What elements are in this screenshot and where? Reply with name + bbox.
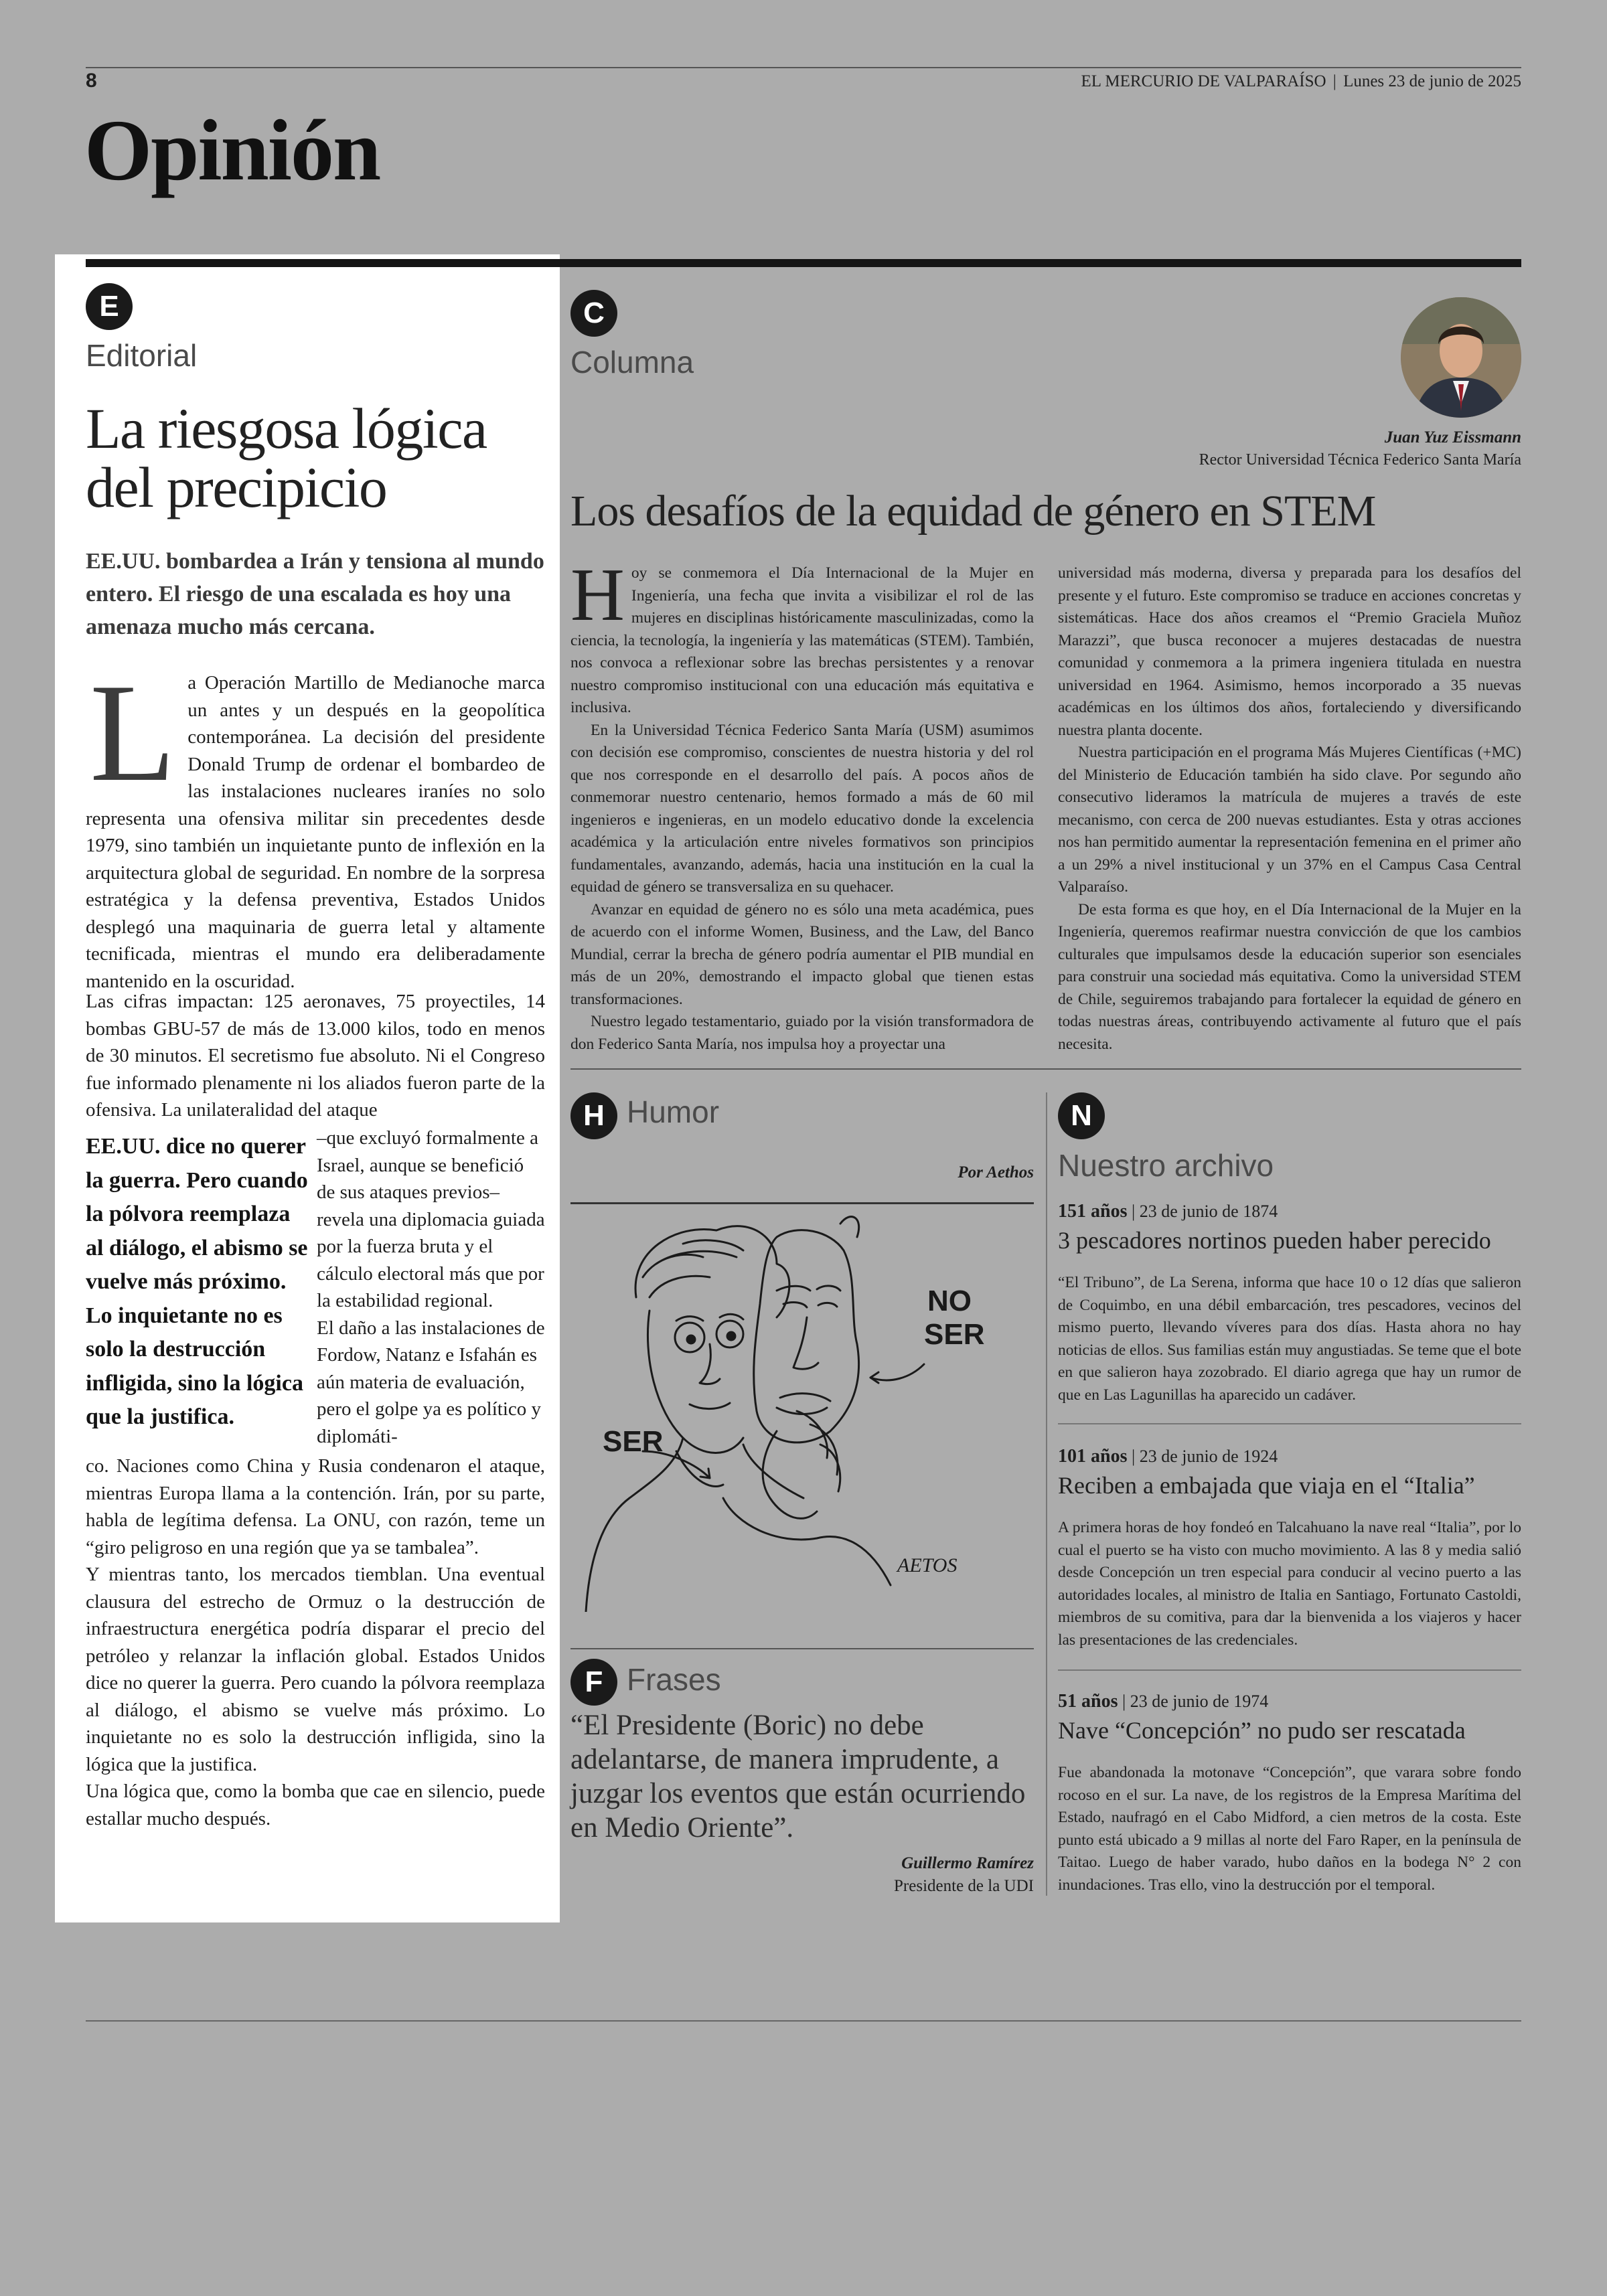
editorial-thick-rule	[86, 259, 560, 267]
archive-item-2-header: 101 años | 23 de junio de 1924	[1058, 1446, 1278, 1467]
column-text-left	[570, 554, 1034, 1056]
archive-item-1-text: “El Tribuno”, de La Serena, informa que hace 10 o 12 días que salieron de Coquimbo, en una débil embarcación, tres pescadores, vecinos del mismo puerto, llevando víveres para dos días. Hasta ahora no hay noticias de ellos. Sus familias están muy angustiadas. Se teme que el bote en que salieron haya zozobrado. El diario agrega que hay un rumor de que en Las Lagunillas ha aparecido un cadáver.	[1058, 1274, 1521, 1404]
editorial-dropcap: L	[90, 655, 176, 811]
column-paragraph-1-text: oy se conmemora el Día Internacional de la Mujer en Ingeniería, una fecha que invita a visibilizar el rol de las mujeres en disciplinas históricamente masculinizadas, como la ciencia, la tecnología, la ingeniería y las matemáticas (STEM). También, nos convoca a reflexionar sobre las brechas persistentes y a renovar nuestro compromiso institucional con una educación más equitativa e inclusiva.	[570, 564, 1034, 716]
editorial-headline: La riesgosa lógica del precipicio	[86, 396, 487, 519]
column-paragraph-6: De esta forma es que hoy, en el Día Internacional de la Mujer en la Ingeniería, queremos reafirmar nuestra convicción de que los cambios culturales que impulsamos desde la educación superior son esenciales para construir una sociedad más equitativa. Como la universidad STEM de Chile, seguiremos trabajando para fortalecer la equidad de género en todas nuestras áreas, contribuyendo activamente al futuro que el país necesita.	[1058, 900, 1521, 1053]
cartoon-label-noser: SER	[924, 1318, 985, 1351]
editorial-paragraph-2-end: –que excluyó formalmente a Israel, aunque se benefició de sus ataques previos– revela una diplomacia guiada por la fuerza bruta y el cálculo electoral más que por la estabilidad regional.	[317, 1127, 545, 1311]
frases-quote: “El Presidente (Boric) no debe adelantarse, de manera imprudente, a juzgar los eventos que están ocurriendo en Medio Oriente”.	[570, 1710, 1026, 1843]
archive-item-3-header: 51 años | 23 de junio de 1974	[1058, 1691, 1269, 1712]
archive-item-1	[1058, 1201, 1521, 1406]
column-text-right	[1058, 562, 1521, 1056]
archive-item-3-date: 23 de junio de 1974	[1130, 1692, 1269, 1711]
archive-label: Nuestro archivo	[1058, 1148, 1274, 1183]
editorial-paragraph-3-end: co. Naciones como China y Rusia condenaron el ataque, mientras Europa llama a la contención. Irán, por su parte, habla de legítima defensa. La ONU, con razón, teme un “giro peligroso en una región que ya se tambalea”.	[86, 1455, 545, 1558]
issue-date: Lunes 23 de junio de 2025	[1343, 72, 1521, 90]
frases-role: Presidente de la UDI	[894, 1877, 1034, 1895]
editorial-paragraph-2-start: Las cifras impactan: 125 aeronaves, 75 proyectiles, 14 bombas GBU-57 de más de 13.000 kilos, todo en menos de 30 minutos. El secretismo fue absoluto. Ni el Congreso fue informado plenamente ni los aliados fueron parte de la ofensiva. La unilateralidad del ataque	[86, 991, 545, 1121]
archive-item-1-header: 151 años | 23 de junio de 1874	[1058, 1201, 1278, 1222]
archive-badge: N	[1058, 1092, 1105, 1139]
archive-item-2-text: A primera horas de hoy fondeó en Talcahuano la nave real “Italia”, por lo cual el puerto se ha visto con mucho movimiento. A las 8 y media salió desde Concepción un tren especial para conducir al vecino puerto a las autoridades locales, al ministro de Italia en Santiago, Fortunato Castoldi, miembros de su comitiva, para dar la bienvenida a los viajeros y hacer las presentaciones de las credenciales.	[1058, 1519, 1521, 1649]
frases-label: Frases	[627, 1662, 721, 1697]
newspaper-name: EL MERCURIO DE VALPARAÍSO	[1081, 72, 1326, 90]
column-paragraph-5: Nuestra participación en el programa Más Mujeres Científicas (+MC) del Ministerio de Educación también ha sido clave. Por segundo año consecutivo lideramos la matrícula de mujeres a través de este mecanismo, con cerca de 200 nuevas estudiantes. Esta y otras acciones nos han permitido aumentar la representación femenina en el primer año a un 29% a nivel institucional y un 37% en el Campus Casa Central Valparaíso.	[1058, 744, 1521, 896]
archive-item-1-title: 3 pescadores nortinos pueden haber perecido	[1058, 1227, 1491, 1254]
humor-rule	[570, 1202, 1034, 1204]
bottom-rule	[86, 2020, 1521, 2022]
editorial-paragraph-5: Una lógica que, como la bomba que cae en silencio, puede estallar mucho después.	[86, 1781, 545, 1829]
archive-rule-1	[1058, 1423, 1521, 1424]
newspaper-masthead-line	[1081, 72, 1521, 91]
archive-item-3-title: Nave “Concepción” no pudo ser rescatada	[1058, 1717, 1466, 1744]
column-label: Columna	[570, 345, 694, 380]
frases-author: Guillermo Ramírez	[901, 1854, 1034, 1872]
column-author-role: Rector Universidad Técnica Federico Santa María	[1199, 451, 1521, 469]
column-paragraph-3: Avanzar en equidad de género no es sólo una meta académica, pues de acuerdo con el informe Women, Business, and the Law, del Banco Mundial, cerrar la brecha de género podría aumentar el PIB mundial en más de un 20%, demostrando el impacto global que tienen estas transformaciones.	[570, 900, 1034, 1008]
editorial-body-bottom	[86, 1453, 545, 1832]
editorial-label: Editorial	[86, 338, 198, 373]
archive-rule-2	[1058, 1669, 1521, 1671]
archive-item-2-title: Reciben a embajada que viaja en el “Italia”	[1058, 1472, 1475, 1499]
column-bottom-rule	[570, 1068, 1521, 1070]
archive-item-1-date: 23 de junio de 1874	[1139, 1202, 1278, 1221]
cartoon-signature: AETOS	[897, 1554, 958, 1576]
archive-divider	[1046, 1092, 1047, 1896]
separator: |	[1332, 72, 1336, 90]
column-headline: Los desafíos de la equidad de género en STEM	[570, 487, 1376, 536]
column-paragraph-4-end: universidad más moderna, diversa y preparada para los desafíos del presente y el futuro. Este compromiso se traduce en acciones concretas y sistemáticas. Hace dos años creamos el “Premio Graciela Muñoz Marazzi”, que busca reconocer a mujeres destacadas de nuestra comunidad y conmemora a la primera ingeniera titulada en nuestra universidad en 1964. Asimismo, hemos incorporado a 35 nuevas académicas en los últimos dos años, fortaleciendo y diversificando nuestra planta docente.	[1058, 564, 1521, 739]
cartoon-drawing-icon	[576, 1210, 1031, 1612]
editorial-badge: E	[86, 283, 133, 330]
cartoon-label-no: NO	[927, 1285, 972, 1317]
top-rule	[86, 67, 1521, 68]
column-badge: C	[570, 290, 617, 337]
editorial-body-figures	[86, 988, 545, 1123]
author-portrait-icon	[1401, 297, 1521, 418]
column-paragraph-4-start: Nuestro legado testamentario, guiado por la visión transformadora de don Federico Santa María, nos impulsa hoy a proyectar una	[570, 1013, 1034, 1053]
section-title: Opinión	[84, 102, 380, 199]
humor-cartoon	[576, 1210, 1031, 1612]
column-author-name: Juan Yuz Eissmann	[1384, 428, 1521, 446]
editorial-narrow-column	[317, 1125, 545, 1450]
archive-item-2-years: 101 años	[1058, 1446, 1128, 1467]
cartoon-label-ser: SER	[603, 1425, 664, 1458]
column-paragraph-1	[570, 554, 1034, 720]
editorial-paragraph-3-start: El daño a las instalaciones de Fordow, Natanz e Isfahán es aún materia de evaluación, pero el golpe ya es político y diplomáti-	[317, 1317, 545, 1447]
column-dropcap: H	[570, 554, 625, 637]
editorial-paragraph-4: Y mientras tanto, los mercados tiemblan. Una eventual clausura del estrecho de Ormuz o la destrucción de infraestructura energética podría disparar el precio del petróleo y relanzar la inflación global. Estados Unidos dice no querer la guerra. Pero cuando la pólvora reemplaza al diálogo, el abismo se vuelve más próximo. Lo inquietante no es solo la destrucción infligida, sino la lógica que la justifica.	[86, 1564, 545, 1775]
editorial-pull-quote: EE.UU. dice no querer la guerra. Pero cuando la pólvora reemplaza al diálogo, el abismo se vuelve más próximo. Lo inquietante no es solo la destrucción infligida, sino la lógica que la justifica.	[86, 1134, 308, 1429]
editorial-body-top	[86, 655, 545, 995]
archive-item-2-date: 23 de junio de 1924	[1139, 1447, 1278, 1466]
archive-item-3	[1058, 1691, 1521, 1896]
archive-item-2	[1058, 1446, 1521, 1651]
author-photo	[1401, 297, 1521, 418]
humor-badge: H	[570, 1092, 617, 1139]
archive-item-1-years: 151 años	[1058, 1201, 1128, 1222]
humor-bottom-rule	[570, 1648, 1034, 1649]
humor-byline: Por Aethos	[958, 1163, 1034, 1181]
archive-item-3-text: Fue abandonada la motonave “Concepción”, que varara sobre fondo rocoso en el sur. La nave, de los registros de la Empresa Marítima del Estado, naufragó en el Cabo Midford, a cien metros de la costa. Este punto está ubicado a 9 millas al norte del Faro Raper, en la península de Taitao. Luego de haber varado, hubo daños en la bodega N° 2 con inundaciones. Tras ello, vino la destrucción por el temporal.	[1058, 1764, 1521, 1894]
editorial-paragraph-1: a Operación Martillo de Medianoche marca un antes y un después en la geopolítica contemporánea. La decisión del presidente Donald Trump de ordenar el bombardeo de las instalaciones nucleares iraníes no solo representa una ofensiva militar sin precedentes desde 1979, sino también un inquietante punto de inflexión en la arquitectura global de seguridad. En nombre de la sorpresa estratégica y la defensa preventiva, Estados Unidos desplegó una maquinaria de guerra letal y altamente tecnificada, mientras el mundo era deliberadamente mantenido en la oscuridad.	[86, 672, 545, 992]
column-paragraph-2: En la Universidad Técnica Federico Santa María (USM) asumimos con decisión ese compromiso, conscientes de nuestra historia y del rol que nos corresponde en el desarrollo del país. A pocos años de conmemorar nuestro centenario, hemos formado a más de 60 mil ingenieros e ingenieras, en un modelo educativo donde la excelencia académica y la articulación entre niveles formativos son principios fundamentales, avanzando, además, hacia una institución en la cual la equidad de género se transversaliza en su quehacer.	[570, 721, 1034, 896]
archive-item-3-years: 51 años	[1058, 1691, 1118, 1712]
frases-badge: F	[570, 1659, 617, 1706]
editorial-deck: EE.UU. bombardea a Irán y tensiona al mundo entero. El riesgo de una escalada es hoy una amenaza mucho más cercana.	[86, 549, 544, 639]
humor-label: Humor	[627, 1094, 720, 1129]
page-number: 8	[86, 70, 97, 92]
